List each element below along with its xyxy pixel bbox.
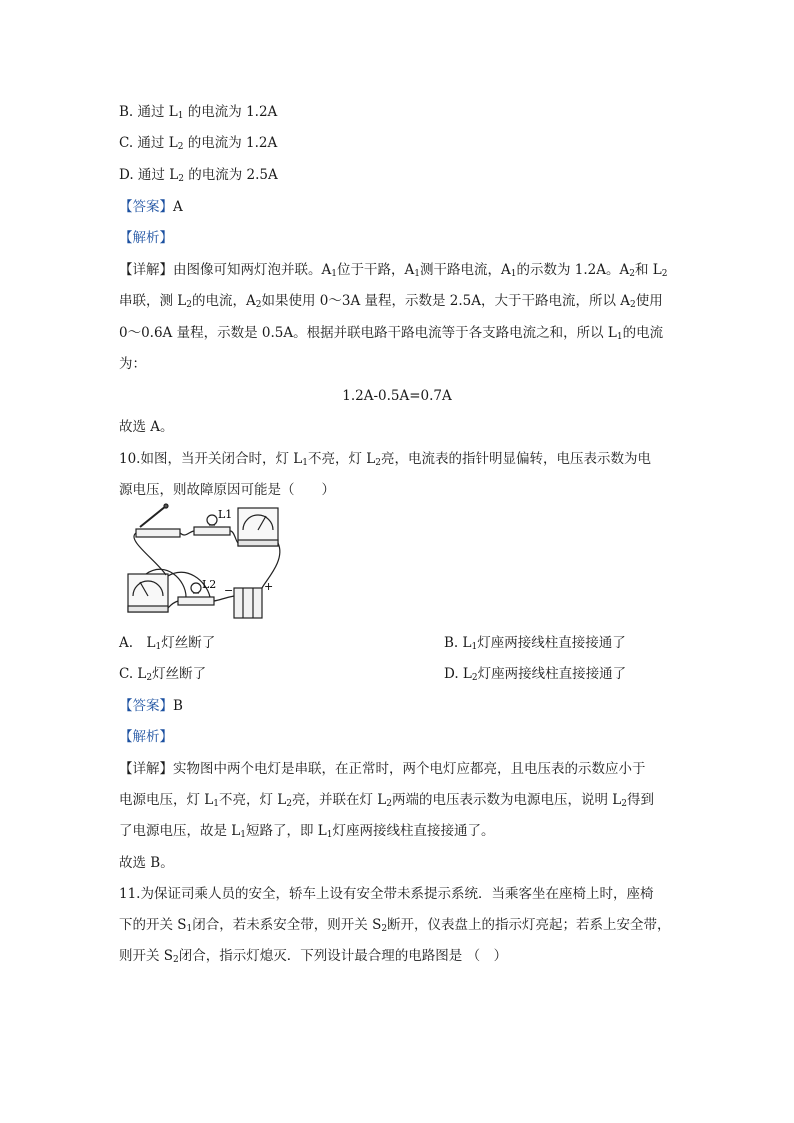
- q9-detail-line3: 0～0.6A 量程，示数是 0.5A。根据并联电路干路电流等于各支路电流之和，所以 $L_1$的电流: [119, 325, 664, 342]
- q9-option-d: D. 通过 $L_2$ 的电流为 2.5A: [119, 167, 278, 184]
- q10-analysis-tag: 【解析】: [119, 729, 173, 745]
- answer-tag: 【答案】: [119, 698, 173, 714]
- q9-option-b: B. 通过 $L_1$ 的电流为 1.2A: [119, 104, 278, 121]
- q9-analysis-tag: 【解析】: [119, 230, 173, 246]
- detail-tag: 【详解】: [119, 761, 173, 777]
- q10-stem-line1: 10.如图，当开关闭合时，灯 $L_1$不亮，灯 $L_2$亮，电流表的指针明显偏转，电压表示数为电: [119, 451, 651, 468]
- detail-tag: 【详解】: [119, 262, 173, 278]
- q9-detail-line2: 串联，测 $L_2$的电流，$A_2$如果使用 0～3A 量程，示数是 2.5A，大于干路电流，所以 $A_2$使用: [119, 293, 663, 310]
- battery-plus-label: +: [264, 580, 274, 593]
- q10-option-d: D. $L_2$灯座两接线柱直接接通了: [444, 666, 627, 683]
- q10-option-c: C. $L_2$灯丝断了: [119, 666, 207, 683]
- lamp-l2-icon: [178, 597, 214, 605]
- q10-detail-line3: 了电源电压，故是 $L_1$短路了，即 $L_1$灯座两接线柱直接接通了。: [119, 823, 495, 840]
- battery-icon: [234, 588, 262, 618]
- q9-detail-line4: 为：: [119, 356, 146, 372]
- q10-option-b: B. $L_1$灯座两接线柱直接接通了: [444, 635, 626, 652]
- q9-answer: 【答案】A: [119, 199, 183, 215]
- q11-stem-line1: 11.为保证司乘人员的安全，轿车上设有安全带未系提示系统．当乘客坐在座椅上时，座椅: [119, 886, 654, 902]
- q10-detail-line1: 【详解】实物图中两个电灯是串联，在正常时，两个电灯应都亮，且电压表的示数应小于: [119, 761, 646, 777]
- q10-option-a: A. $L_1$灯丝断了: [119, 635, 216, 652]
- q10-conclusion: 故选 B。: [119, 855, 174, 871]
- q10-stem-line2: 源电压，则故障原因可能是（ ）: [119, 482, 335, 498]
- l1-label: L1: [218, 508, 233, 521]
- lamp-l1-icon: [194, 527, 230, 535]
- q9-formula: 1.2A-0.5A=0.7A: [342, 388, 452, 404]
- answer-tag: 【答案】: [119, 199, 173, 215]
- q10-answer: 【答案】B: [119, 698, 183, 714]
- q10-detail-line2: 电源电压，灯 $L_1$不亮，灯 $L_2$亮，并联在灯 $L_2$两端的电压表示数为电源电压，说明 $L_2$得到: [119, 792, 654, 809]
- q9-detail-line1: 【详解】由图像可知两灯泡并联。$A_1$位于干路，$A_1$测干路电流，$A_1$的示数为 1.2A。$A_2$和 $L_2$: [119, 262, 668, 279]
- q9-conclusion: 故选 A。: [119, 419, 174, 435]
- switch-icon: [136, 529, 180, 537]
- l2-label: L2: [202, 578, 217, 591]
- q11-stem-line3: 则开关 $S_2$闭合，指示灯熄灭．下列设计最合理的电路图是 （ ）: [119, 948, 508, 965]
- circuit-diagram: [126, 500, 286, 622]
- q11-stem-line2: 下的开关 $S_1$闭合，若未系安全带，则开关 $S_2$断开，仪表盘上的指示灯亮起；若系上安全带，: [119, 917, 671, 934]
- q9-option-c: C. 通过 $L_2$ 的电流为 1.2A: [119, 135, 278, 152]
- battery-minus-label: −: [224, 584, 234, 597]
